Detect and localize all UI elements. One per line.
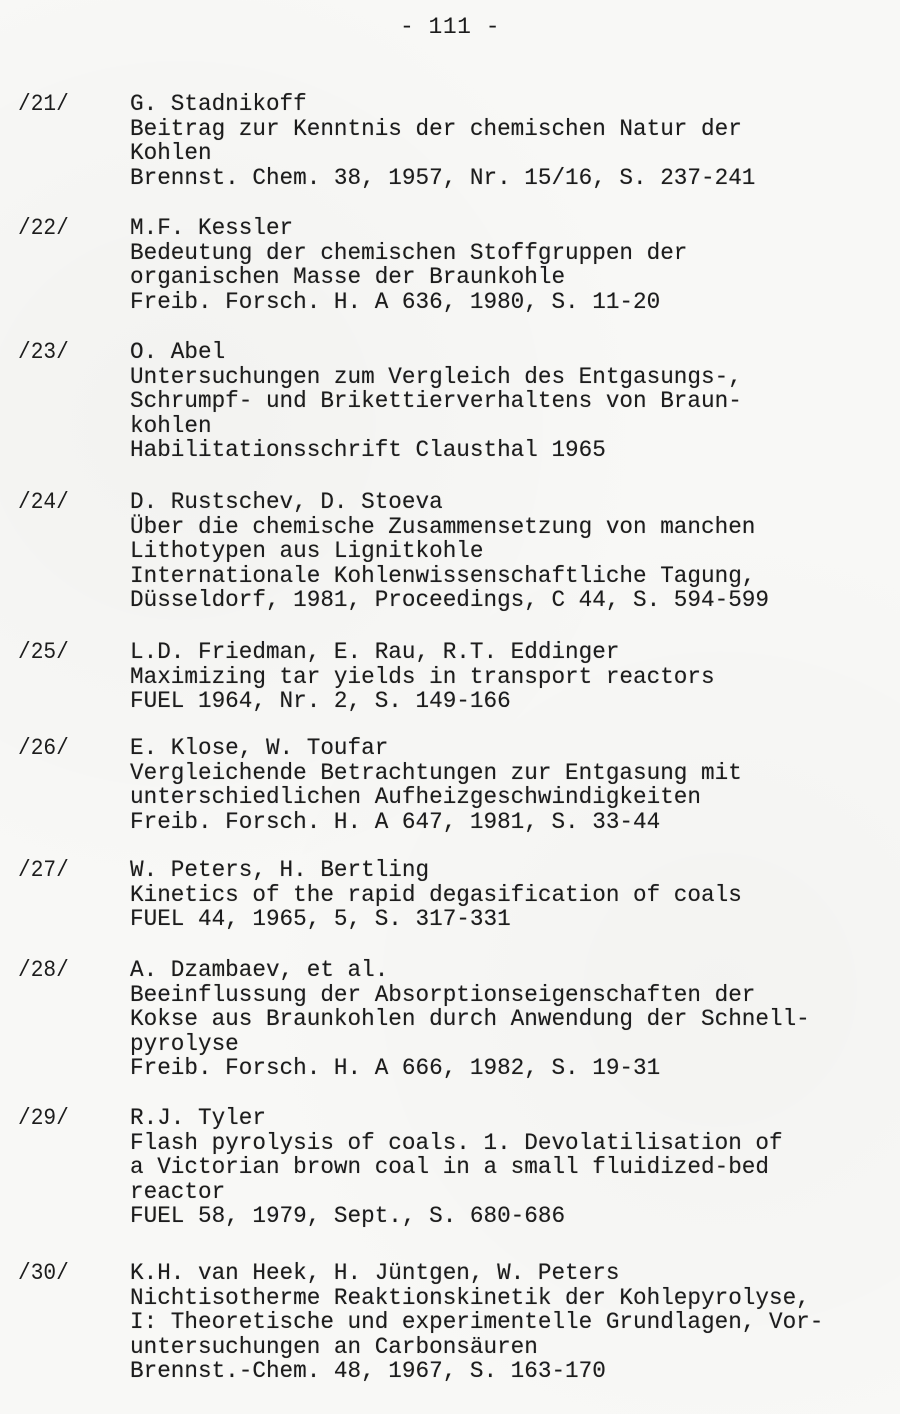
reference-line: Beitrag zur Kenntnis der chemischen Natur der [130,115,742,142]
reference-line: organischen Masse der Braunkohle [130,264,566,291]
reference-body [130,216,890,314]
reference-number: /22/ [18,215,69,241]
reference-source: Brennst. Chem. 38, 1957, Nr. 15/16, S. 237-241 [130,164,756,191]
reference-line: Lithotypen aus Lignitkohle [130,538,484,565]
reference-source: Düsseldorf, 1981, Proceedings, C 44, S. 594-599 [130,587,769,614]
reference-source: FUEL 44, 1965, 5, S. 317-331 [130,906,511,933]
reference-authors: D. Rustschev, D. Stoeva [130,489,443,515]
reference-body [130,1106,890,1229]
reference-source: Habilitationsschrift Clausthal 1965 [130,437,606,464]
reference-line: kohlen [130,412,212,439]
reference-line: pyrolyse [130,1030,239,1057]
reference-line: Untersuchungen zum Vergleich des Entgasungs-, [130,363,742,390]
reference-authors: W. Peters, H. Bertling [130,857,430,883]
reference-authors: G. Stadnikoff [130,91,307,117]
reference-line: unterschiedlichen Aufheizgeschwindigkeiten [130,784,702,811]
reference-line: Bedeutung der chemischen Stoffgruppen der [130,239,688,266]
reference-body [130,858,890,932]
reference-source: Freib. Forsch. H. A 647, 1981, S. 33-44 [130,808,661,835]
reference-number: /24/ [18,489,69,515]
reference-line: Vergleichende Betrachtungen zur Entgasung mit [130,759,742,786]
reference-source: Freib. Forsch. H. A 636, 1980, S. 11-20 [130,288,661,315]
reference-line: Schrumpf- und Brikettierverhaltens von Braun- [130,388,742,415]
reference-body [130,92,890,190]
reference-line: Kokse aus Braunkohlen durch Anwendung der Schnell- [130,1006,810,1033]
reference-number: /21/ [18,91,69,117]
reference-line: Über die chemische Zusammensetzung von manchen [130,513,756,540]
reference-line: Maximizing tar yields in transport reactors [130,663,715,690]
reference-number: /23/ [18,339,69,365]
reference-number: /25/ [18,639,69,665]
reference-line: Kinetics of the rapid degasification of coals [130,881,742,908]
reference-authors: A. Dzambaev, et al. [130,957,389,983]
reference-number: /28/ [18,957,69,983]
reference-body [130,490,890,613]
reference-line: Beeinflussung der Absorptionseigenschaften der [130,981,756,1008]
reference-body [130,340,890,463]
reference-number: /29/ [18,1105,69,1131]
reference-line: Flash pyrolysis of coals. 1. Devolatilisation of [130,1129,783,1156]
reference-source: Freib. Forsch. H. A 666, 1982, S. 19-31 [130,1055,661,1082]
reference-number: /26/ [18,735,69,761]
reference-authors: R.J. Tyler [130,1105,266,1131]
reference-body [130,1261,890,1384]
reference-body [130,736,890,834]
reference-authors: M.F. Kessler [130,215,294,241]
reference-source: Brennst.-Chem. 48, 1967, S. 163-170 [130,1358,606,1385]
reference-line: a Victorian brown coal in a small fluidized-bed [130,1154,769,1181]
reference-body [130,640,890,714]
reference-number: /27/ [18,857,69,883]
reference-line: Nichtisotherme Reaktionskinetik der Kohlepyrolyse, [130,1284,810,1311]
reference-authors: E. Klose, W. Toufar [130,735,389,761]
reference-authors: L.D. Friedman, E. Rau, R.T. Eddinger [130,639,620,665]
reference-source: FUEL 1964, Nr. 2, S. 149-166 [130,688,511,715]
reference-authors: O. Abel [130,339,226,365]
page-number: - 111 - [399,14,501,40]
reference-line: Internationale Kohlenwissenschaftliche Tagung, [130,562,756,589]
reference-line: I: Theoretische und experimentelle Grundlagen, Vor- [130,1309,824,1336]
reference-authors: K.H. van Heek, H. Jüntgen, W. Peters [130,1260,620,1286]
reference-number: /30/ [18,1260,69,1286]
reference-source: FUEL 58, 1979, Sept., S. 680-686 [130,1203,566,1230]
reference-line: untersuchungen an Carbonsäuren [130,1333,538,1360]
reference-body [130,958,890,1081]
reference-line: Kohlen [130,140,212,167]
reference-line: reactor [130,1178,226,1205]
